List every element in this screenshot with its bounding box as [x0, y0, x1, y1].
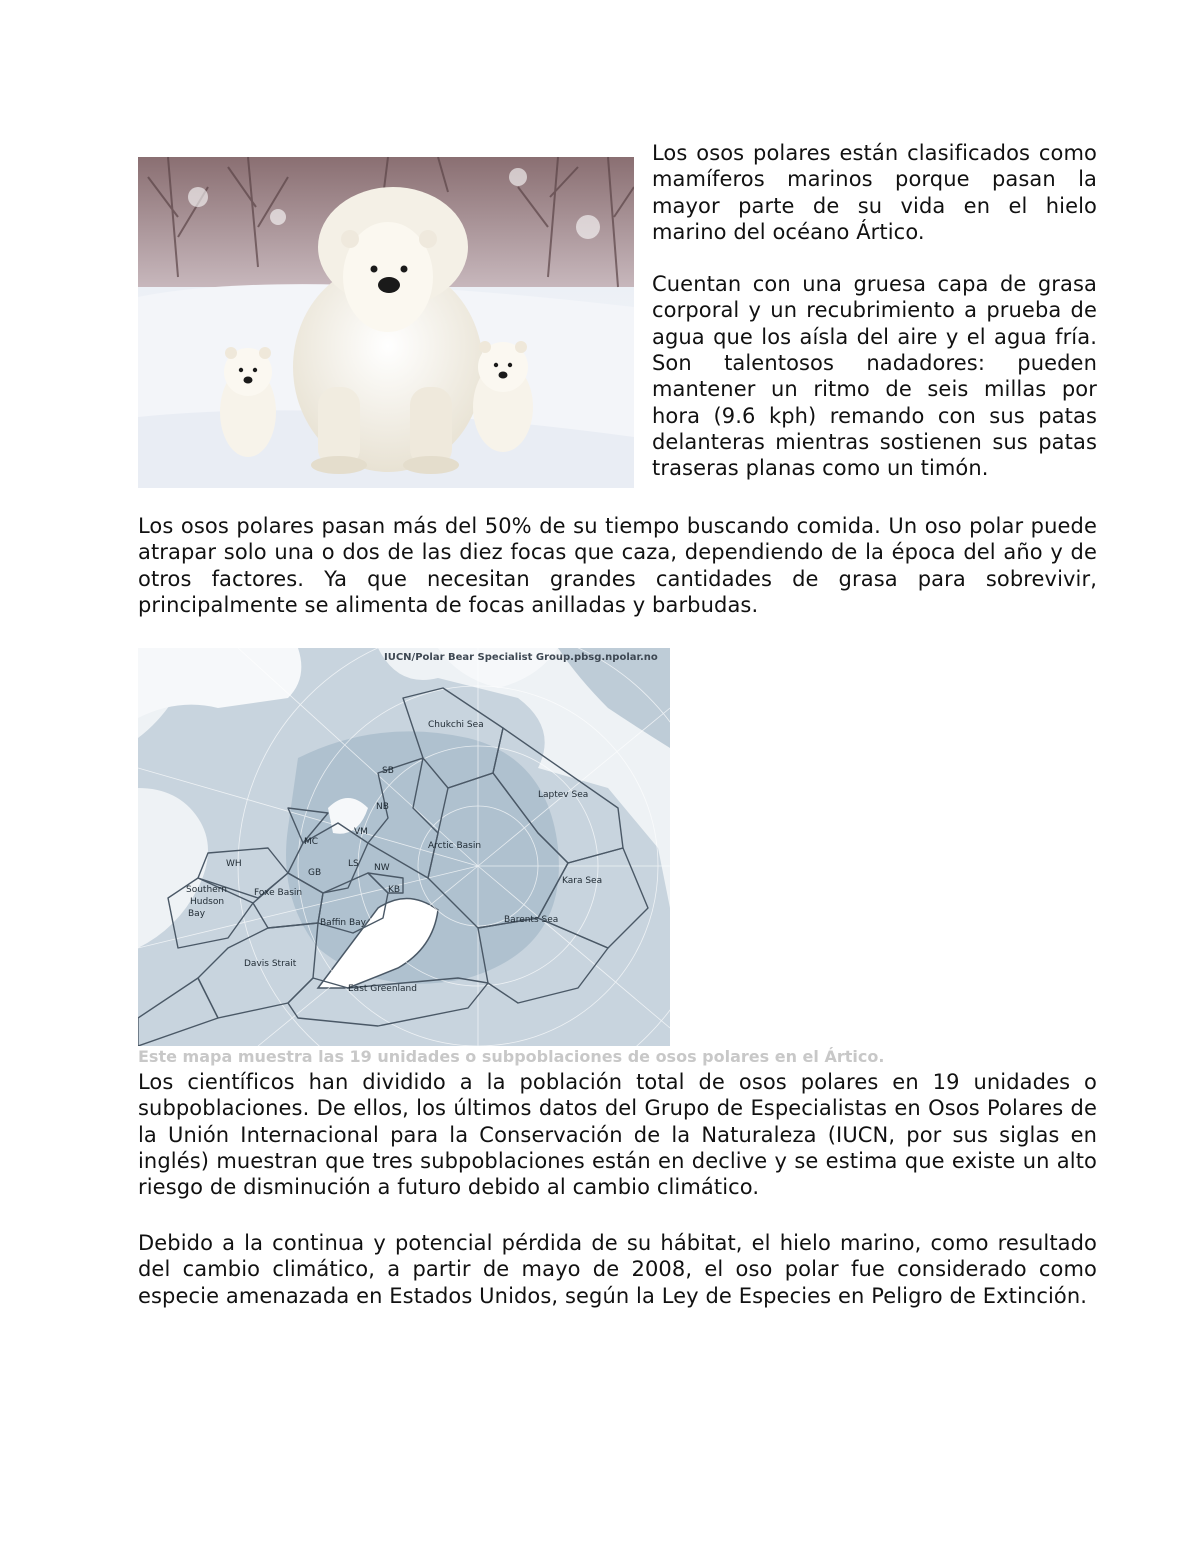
label-southern-hudson-1: Southern — [186, 885, 227, 895]
label-kara-sea: Kara Sea — [562, 876, 603, 886]
paragraph-subpopulations: Los científicos han dividido a la población total de osos polares en 19 unidades o subpoblaciones. De ellos, los últimos datos del Grupo de Especialistas en Osos Polares de la Unión Internacional para la Conservación de la Naturaleza (IUCN, por sus siglas en inglés) muestran que tres subpoblaciones están en declive y se estima que existe un alto riesgo de disminución a futuro debido al cambio climático. — [138, 1070, 1097, 1200]
map-credit: IUCN/Polar Bear Specialist Group.pbsg.npolar.no — [384, 652, 658, 663]
paragraph-insulation: Cuentan con una gruesa capa de grasa corporal y un recubrimiento a prueba de agua que los aísla del aire y el agua fría. Son talentosos nadadores: pueden mantener un ritmo de seis millas por hora (9.6 kph) remando con sus patas delanteras mientras sostienen sus patas traseras planas como un timón. — [652, 272, 1097, 481]
label-barents-sea: Barents Sea — [504, 915, 559, 925]
label-wh: WH — [226, 859, 242, 869]
label-nb: NB — [376, 802, 389, 812]
label-nw: NW — [374, 863, 390, 873]
label-southern-hudson-2: Hudson — [190, 897, 225, 907]
polar-bear-photo — [138, 157, 634, 488]
paragraph-intro: Los osos polares están clasificados como mamíferos marinos porque pasan la mayor parte de su vida en el hielo marino del océano Ártico. — [652, 141, 1097, 244]
label-chukchi-sea: Chukchi Sea — [428, 720, 484, 730]
label-sb: SB — [382, 766, 394, 776]
paragraph-feeding: Los osos polares pasan más del 50% de su tiempo buscando comida. Un oso polar puede atrapar solo una o dos de las diez focas que caza, dependiendo de la época del año y de otros factores. Ya que necesitan grandes cantidades de grasa para sobrevivir, principalmente se alimenta de focas anilladas y barbudas. — [138, 514, 1097, 617]
label-ls: LS — [348, 859, 359, 869]
label-mc: MC — [304, 837, 319, 847]
label-davis-strait: Davis Strait — [244, 959, 297, 969]
label-kb: KB — [388, 885, 401, 895]
paragraph-threatened-status: Debido a la continua y potencial pérdida de su hábitat, el hielo marino, como resultado del cambio climático, a partir de mayo de 2008, el oso polar fue considerado como especie amenazada en Estados Unidos, según la Ley de Especies en Peligro de Extinción. — [138, 1231, 1097, 1308]
label-baffin-bay: Baffin Bay — [320, 918, 366, 928]
label-laptev-sea: Laptev Sea — [538, 790, 589, 800]
label-southern-hudson-3: Bay — [188, 909, 206, 919]
label-arctic-basin: Arctic Basin — [428, 841, 482, 851]
label-gb: GB — [308, 868, 322, 878]
map-caption: Este mapa muestra las 19 unidades o subpoblaciones de osos polares en el Ártico. — [138, 1047, 885, 1066]
label-vm: VM — [354, 827, 368, 837]
intro-text-column — [652, 140, 1097, 482]
arctic-subpopulation-map — [138, 648, 670, 1046]
label-foxe-basin: Foxe Basin — [254, 888, 303, 898]
label-east-greenland: East Greenland — [348, 984, 417, 994]
